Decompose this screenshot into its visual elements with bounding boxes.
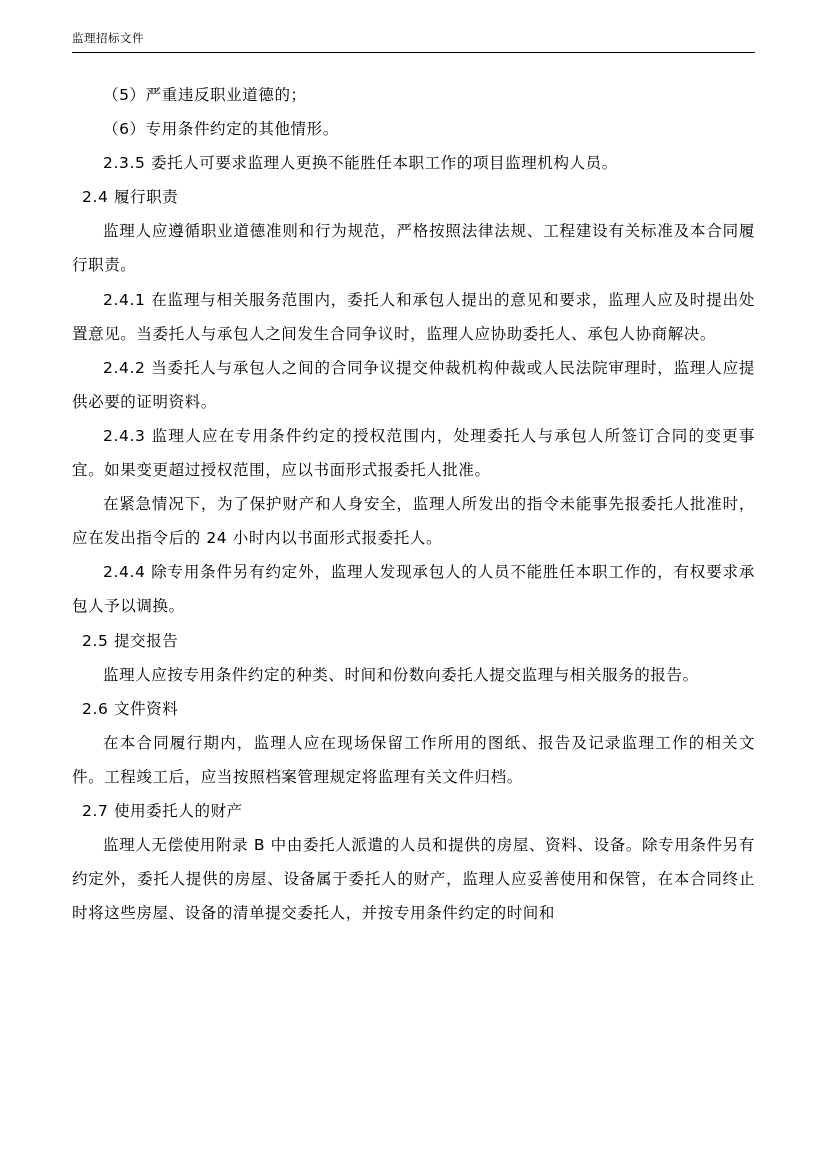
paragraph-item-5: （5）严重违反职业道德的； (103, 86, 307, 104)
paragraph-2-4-2: 2.4.2 当委托人与承包人之间的合同争议提交仲裁机构仲裁或人民法院审理时，监理人应提供必要的证明资料。 (72, 358, 755, 411)
paragraph-2-4-body: 监理人应遵循职业道德准则和行为规范，严格按照法律法规、工程建设有关标准及本合同履行职责。 (72, 222, 755, 275)
paragraph-2-3-5: 2.3.5 委托人可要求监理人更换不能胜任本职工作的项目监理机构人员。 (103, 154, 618, 173)
paragraph-2-4-1: 2.4.1 在监理与相关服务范围内，委托人和承包人提出的意见和要求，监理人应及时提出处置意见。当委托人与承包人之间发生合同争议时，监理人应协助委托人、承包人协商解决。 (72, 290, 755, 343)
document-body (72, 78, 755, 930)
paragraph-2-4-4: 2.4.4 除专用条件另有约定外，监理人发现承包人的人员不能胜任本职工作的，有权要求承包人予以调换。 (72, 563, 755, 616)
paragraph-2-7-body: 监理人无偿使用附录 B 中由委托人派遣的人员和提供的房屋、资料、设备。除专用条件另有约定外，委托人提供的房屋、设备属于委托人的财产，监理人应妥善使用和保管，在本合同终止时将这些房屋、设备的清单提交委托人，并按专用条件约定的时间和 (72, 836, 755, 923)
header-title: 监理招标文件 (72, 31, 144, 45)
header-divider (72, 52, 755, 53)
paragraph-2-4-3-continued: 在紧急情况下，为了保护财产和人身安全，监理人所发出的指令未能事先报委托人批准时，应在发出指令后的 24 小时内以书面形式报委托人。 (72, 495, 755, 548)
page-header (72, 30, 755, 53)
paragraph-2-4-3: 2.4.3 监理人应在专用条件约定的授权范围内，处理委托人与承包人所签订合同的变更事宜。如果变更超过授权范围，应以书面形式报委托人批准。 (72, 426, 755, 480)
heading-2-4: 2.4 履行职责 (82, 188, 179, 207)
heading-2-5: 2.5 提交报告 (82, 631, 179, 650)
heading-2-6: 2.6 文件资料 (82, 699, 179, 718)
paragraph-2-6-body: 在本合同履行期内，监理人应在现场保留工作所用的图纸、报告及记录监理工作的相关文件。工程竣工后，应当按照档案管理规定将监理有关文件归档。 (72, 733, 755, 786)
heading-2-7: 2.7 使用委托人的财产 (82, 801, 243, 820)
paragraph-item-6: （6）专用条件约定的其他情形。 (103, 120, 339, 139)
paragraph-2-5-body: 监理人应按专用条件约定的种类、时间和份数向委托人提交监理与相关服务的报告。 (103, 665, 699, 684)
